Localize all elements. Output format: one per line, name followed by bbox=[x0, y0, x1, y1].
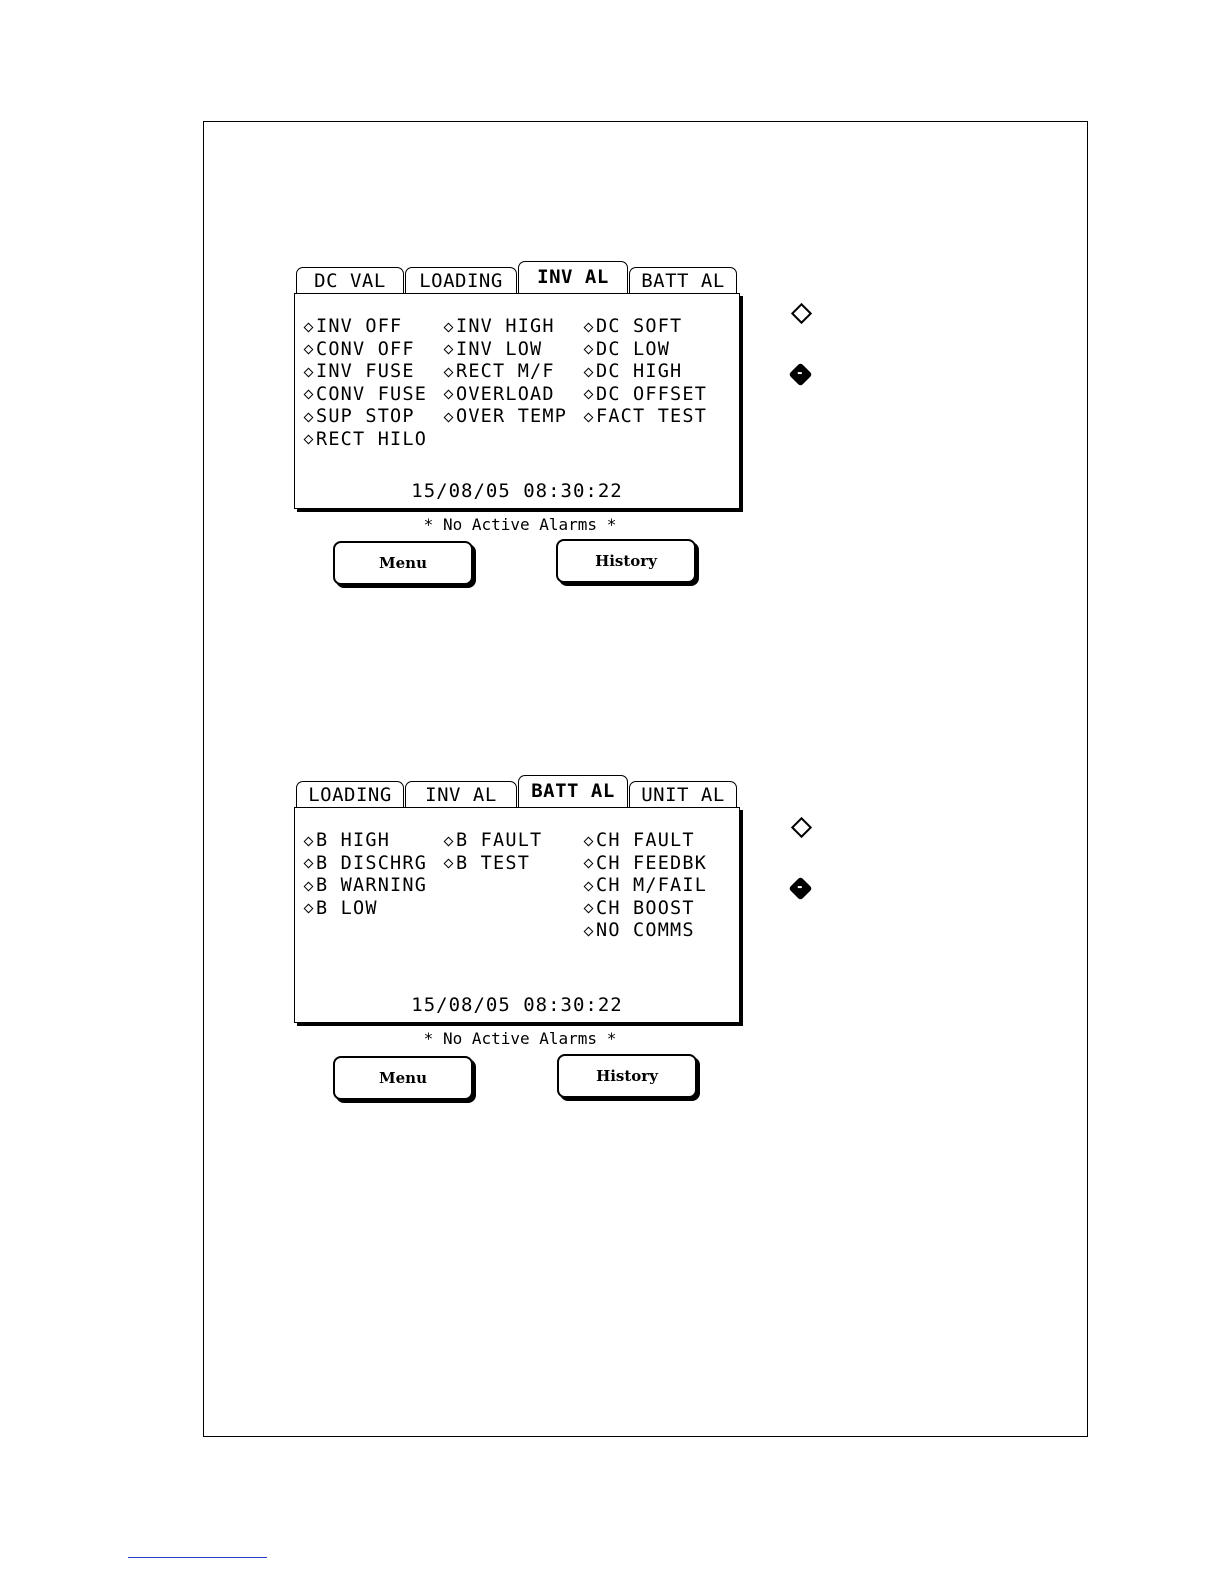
alarm-indicator-icon bbox=[304, 390, 314, 400]
alarm-indicator-icon bbox=[304, 859, 314, 869]
menu-button[interactable]: Menu bbox=[333, 1056, 473, 1100]
alarm-indicator-icon bbox=[304, 367, 314, 377]
alarm-indicator-icon bbox=[584, 881, 594, 891]
alarm-item: DC SOFT bbox=[582, 316, 707, 339]
alarm-column-2 bbox=[442, 316, 567, 429]
alarm-column-2 bbox=[442, 830, 542, 875]
inverter-alarms-panel bbox=[294, 263, 754, 593]
alarm-item: CH BOOST bbox=[582, 898, 707, 921]
alarm-indicator-icon bbox=[304, 881, 314, 891]
alarm-indicator-icon bbox=[584, 926, 594, 936]
alarm-item: CONV FUSE bbox=[302, 384, 427, 407]
alarm-item: DC LOW bbox=[582, 339, 707, 362]
alarm-screen bbox=[294, 293, 740, 509]
alarm-item: B WARNING bbox=[302, 875, 427, 898]
alarm-indicator-icon bbox=[304, 322, 314, 332]
alarm-indicator-icon bbox=[304, 435, 314, 445]
alarm-item: NO COMMS bbox=[582, 920, 707, 943]
alarm-item: CH FEEDBK bbox=[582, 853, 707, 876]
tab-unit-al[interactable]: UNIT AL bbox=[629, 781, 737, 807]
alarm-item: FACT TEST bbox=[582, 406, 707, 429]
alarm-indicator-icon bbox=[304, 836, 314, 846]
alarm-indicator-icon bbox=[444, 322, 454, 332]
alarm-indicator-icon bbox=[584, 904, 594, 914]
alarm-indicator-icon bbox=[444, 836, 454, 846]
alarm-indicator-icon bbox=[304, 412, 314, 422]
alarm-indicator-icon bbox=[444, 412, 454, 422]
alarm-item: B DISCHRG bbox=[302, 853, 427, 876]
history-button[interactable]: History bbox=[556, 539, 696, 583]
tab-inv-al[interactable]: INV AL bbox=[518, 261, 628, 293]
alarm-item: OVER TEMP bbox=[442, 406, 567, 429]
alarm-item: DC HIGH bbox=[582, 361, 707, 384]
alarm-column-3 bbox=[582, 316, 707, 429]
alarm-screen bbox=[294, 807, 740, 1023]
alarm-item: SUP STOP bbox=[302, 406, 427, 429]
alarm-item: CONV OFF bbox=[302, 339, 427, 362]
alarm-item: B FAULT bbox=[442, 830, 542, 853]
tab-bar bbox=[294, 263, 740, 293]
date-time-readout: 15/08/05 08:30:22 bbox=[411, 994, 623, 1016]
alarm-indicator-icon bbox=[584, 836, 594, 846]
alarm-item: OVERLOAD bbox=[442, 384, 567, 407]
alarm-indicator-icon bbox=[584, 345, 594, 355]
alarm-column-1 bbox=[302, 316, 427, 451]
alarm-indicator-icon bbox=[584, 412, 594, 422]
alarm-indicator-icon bbox=[444, 390, 454, 400]
tab-loading[interactable]: LOADING bbox=[405, 267, 517, 293]
battery-alarms-panel bbox=[294, 777, 754, 1107]
alarm-item: RECT HILO bbox=[302, 429, 427, 452]
date-time-readout: 15/08/05 08:30:22 bbox=[411, 480, 623, 502]
alarm-indicator-icon bbox=[304, 345, 314, 355]
tab-bar bbox=[294, 777, 740, 807]
alarm-status-text: * No Active Alarms * bbox=[423, 1029, 617, 1048]
alarm-indicator-icon bbox=[584, 322, 594, 332]
history-button[interactable]: History bbox=[557, 1054, 697, 1098]
alarm-indicator-icon bbox=[444, 859, 454, 869]
footer-underline bbox=[128, 1557, 267, 1558]
alarm-indicator-icon bbox=[584, 367, 594, 377]
alarm-item: B TEST bbox=[442, 853, 542, 876]
alarm-item: CH M/FAIL bbox=[582, 875, 707, 898]
alarm-item: DC OFFSET bbox=[582, 384, 707, 407]
alarm-column-1 bbox=[302, 830, 427, 920]
alarm-item: INV LOW bbox=[442, 339, 567, 362]
alarm-indicator-icon bbox=[444, 367, 454, 377]
tab-batt-al[interactable]: BATT AL bbox=[629, 267, 737, 293]
alarm-item: B LOW bbox=[302, 898, 427, 921]
alarm-indicator-icon bbox=[444, 345, 454, 355]
alarm-item: B HIGH bbox=[302, 830, 427, 853]
alarm-item: INV FUSE bbox=[302, 361, 427, 384]
alarm-column-3 bbox=[582, 830, 707, 943]
tab-inv-al[interactable]: INV AL bbox=[405, 781, 517, 807]
alarm-item: CH FAULT bbox=[582, 830, 707, 853]
tab-dc-val[interactable]: DC VAL bbox=[296, 267, 404, 293]
alarm-item: INV HIGH bbox=[442, 316, 567, 339]
alarm-item: RECT M/F bbox=[442, 361, 567, 384]
alarm-item: INV OFF bbox=[302, 316, 427, 339]
menu-button[interactable]: Menu bbox=[333, 541, 473, 585]
alarm-status-text: * No Active Alarms * bbox=[423, 515, 617, 534]
tab-batt-al[interactable]: BATT AL bbox=[518, 775, 628, 807]
alarm-indicator-icon bbox=[584, 859, 594, 869]
alarm-indicator-icon bbox=[584, 390, 594, 400]
tab-loading[interactable]: LOADING bbox=[296, 781, 404, 807]
alarm-indicator-icon bbox=[304, 904, 314, 914]
